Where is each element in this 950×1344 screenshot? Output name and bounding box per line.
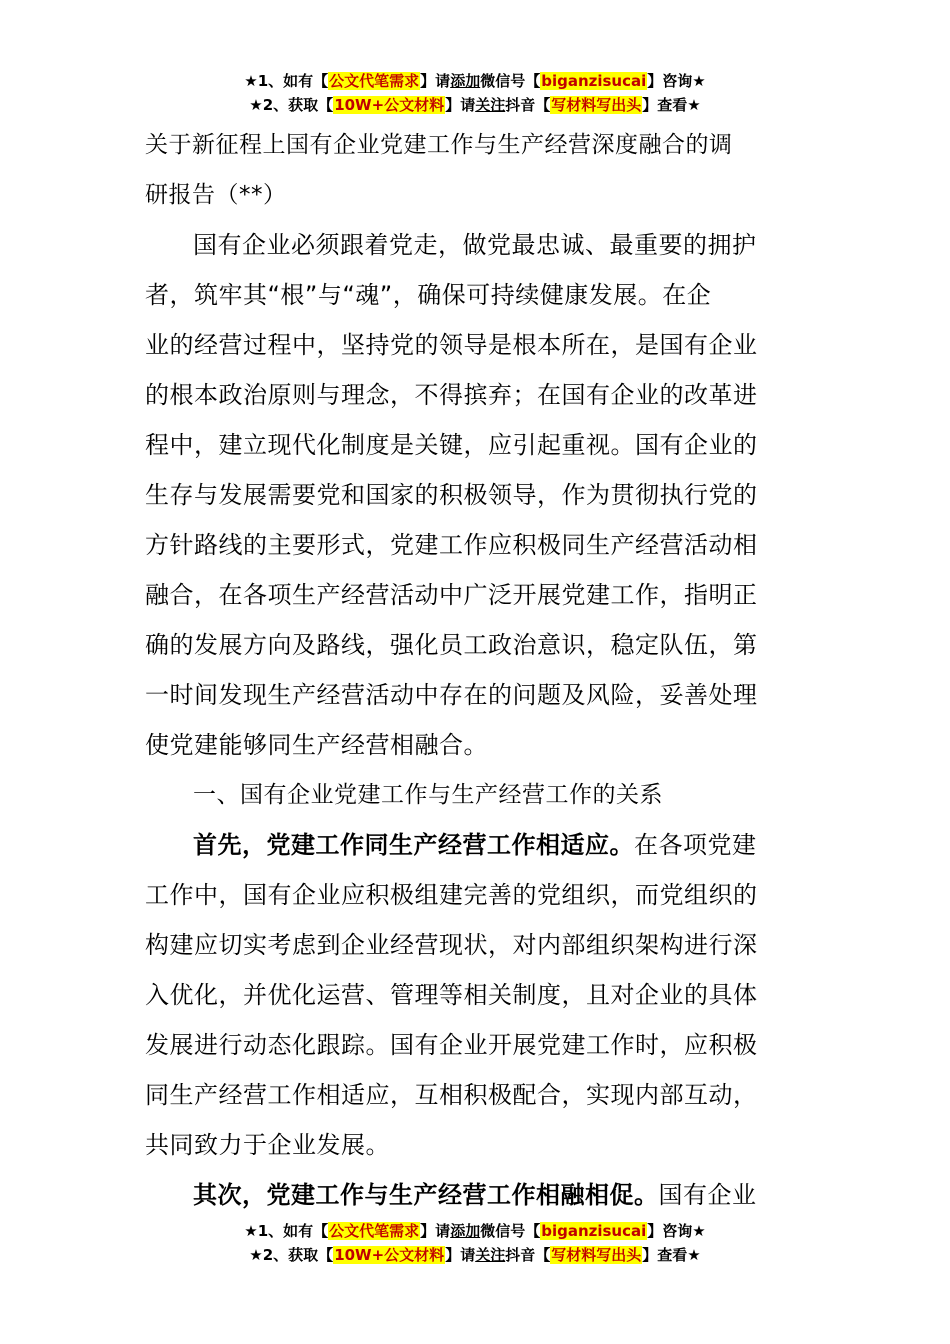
highlight-service: 公文代笔需求 [329,72,420,90]
bottom-banner-line-2: ★2、获取【10W+公文材料】请关注抖音【写材料写出头】查看★ [249,1246,701,1264]
paragraph-line: 融合，在各项生产经营活动中广泛开展党建工作，指明正 [145,581,758,609]
paragraph-line: 者，筑牢其“根”与“魂”，确保可持续健康发展。在企 [145,281,712,309]
paragraph-line: 生存与发展需要党和国家的积极领导，作为贯彻执行党的 [145,481,758,509]
paragraph-line: 构建应切实考虑到企业经营现状，对内部组织架构进行深 [145,931,758,959]
top-banner-line-1: ★1、如有【公文代笔需求】请添加微信号【biganzisucai】咨询★ [244,72,706,90]
highlight-douyin-account: 写材料写出头 [551,1246,642,1264]
paragraph-line: 工作中，国有企业应积极组建完善的党组织，而党组织的 [145,881,758,909]
paragraph-line: 同生产经营工作相适应，互相积极配合，实现内部互动， [145,1081,758,1109]
paragraph-lead-bold: 其次，党建工作与生产经营工作相融相促。 [193,1181,659,1209]
paragraph-line: 确的发展方向及路线，强化员工政治意识，稳定队伍，第 [145,631,758,659]
bottom-banner-line-1: ★1、如有【公文代笔需求】请添加微信号【biganzisucai】咨询★ [244,1222,706,1240]
highlight-wechat-id: biganzisucai [541,1222,647,1240]
paragraph-lead-line: 首先，党建工作同生产经营工作相适应。在各项党建 [193,831,757,859]
highlight-service: 公文代笔需求 [329,1222,420,1240]
paragraph-line: 一时间发现生产经营活动中存在的问题及风险，妥善处理 [145,681,758,709]
highlight-wechat-id: biganzisucai [541,72,647,90]
highlight-douyin-account: 写材料写出头 [551,96,642,114]
paragraph-lead-bold: 首先，党建工作同生产经营工作相适应。 [193,831,634,859]
highlight-materials: 10W+公文材料 [334,96,445,114]
paragraph-lead-line: 其次，党建工作与生产经营工作相融相促。国有企业 [193,1181,757,1209]
paragraph-line: 共同致力于企业发展。 [145,1131,390,1159]
paragraph-line: 业的经营过程中，坚持党的领导是根本所在，是国有企业 [145,331,758,359]
section-heading: 一、国有企业党建工作与生产经营工作的关系 [193,782,663,808]
document-title-line-2: 研报告（**） [145,182,287,208]
highlight-materials: 10W+公文材料 [334,1246,445,1264]
paragraph-line: 使党建能够同生产经营相融合。 [145,731,488,759]
paragraph-line: 入优化，并优化运营、管理等相关制度，且对企业的具体 [145,981,758,1009]
paragraph-line: 国有企业必须跟着党走，做党最忠诚、最重要的拥护 [193,231,757,259]
paragraph-line: 的根本政治原则与理念，不得摈弃；在国有企业的改革进 [145,381,758,409]
paragraph-line: 方针路线的主要形式，党建工作应积极同生产经营活动相 [145,531,758,559]
top-banner-line-2: ★2、获取【10W+公文材料】请关注抖音【写材料写出头】查看★ [249,96,701,114]
document-title-line-1: 关于新征程上国有企业党建工作与生产经营深度融合的调 [145,132,733,158]
paragraph-line: 程中，建立现代化制度是关键，应引起重视。国有企业的 [145,431,758,459]
paragraph-line: 发展进行动态化跟踪。国有企业开展党建工作时，应积极 [145,1031,758,1059]
